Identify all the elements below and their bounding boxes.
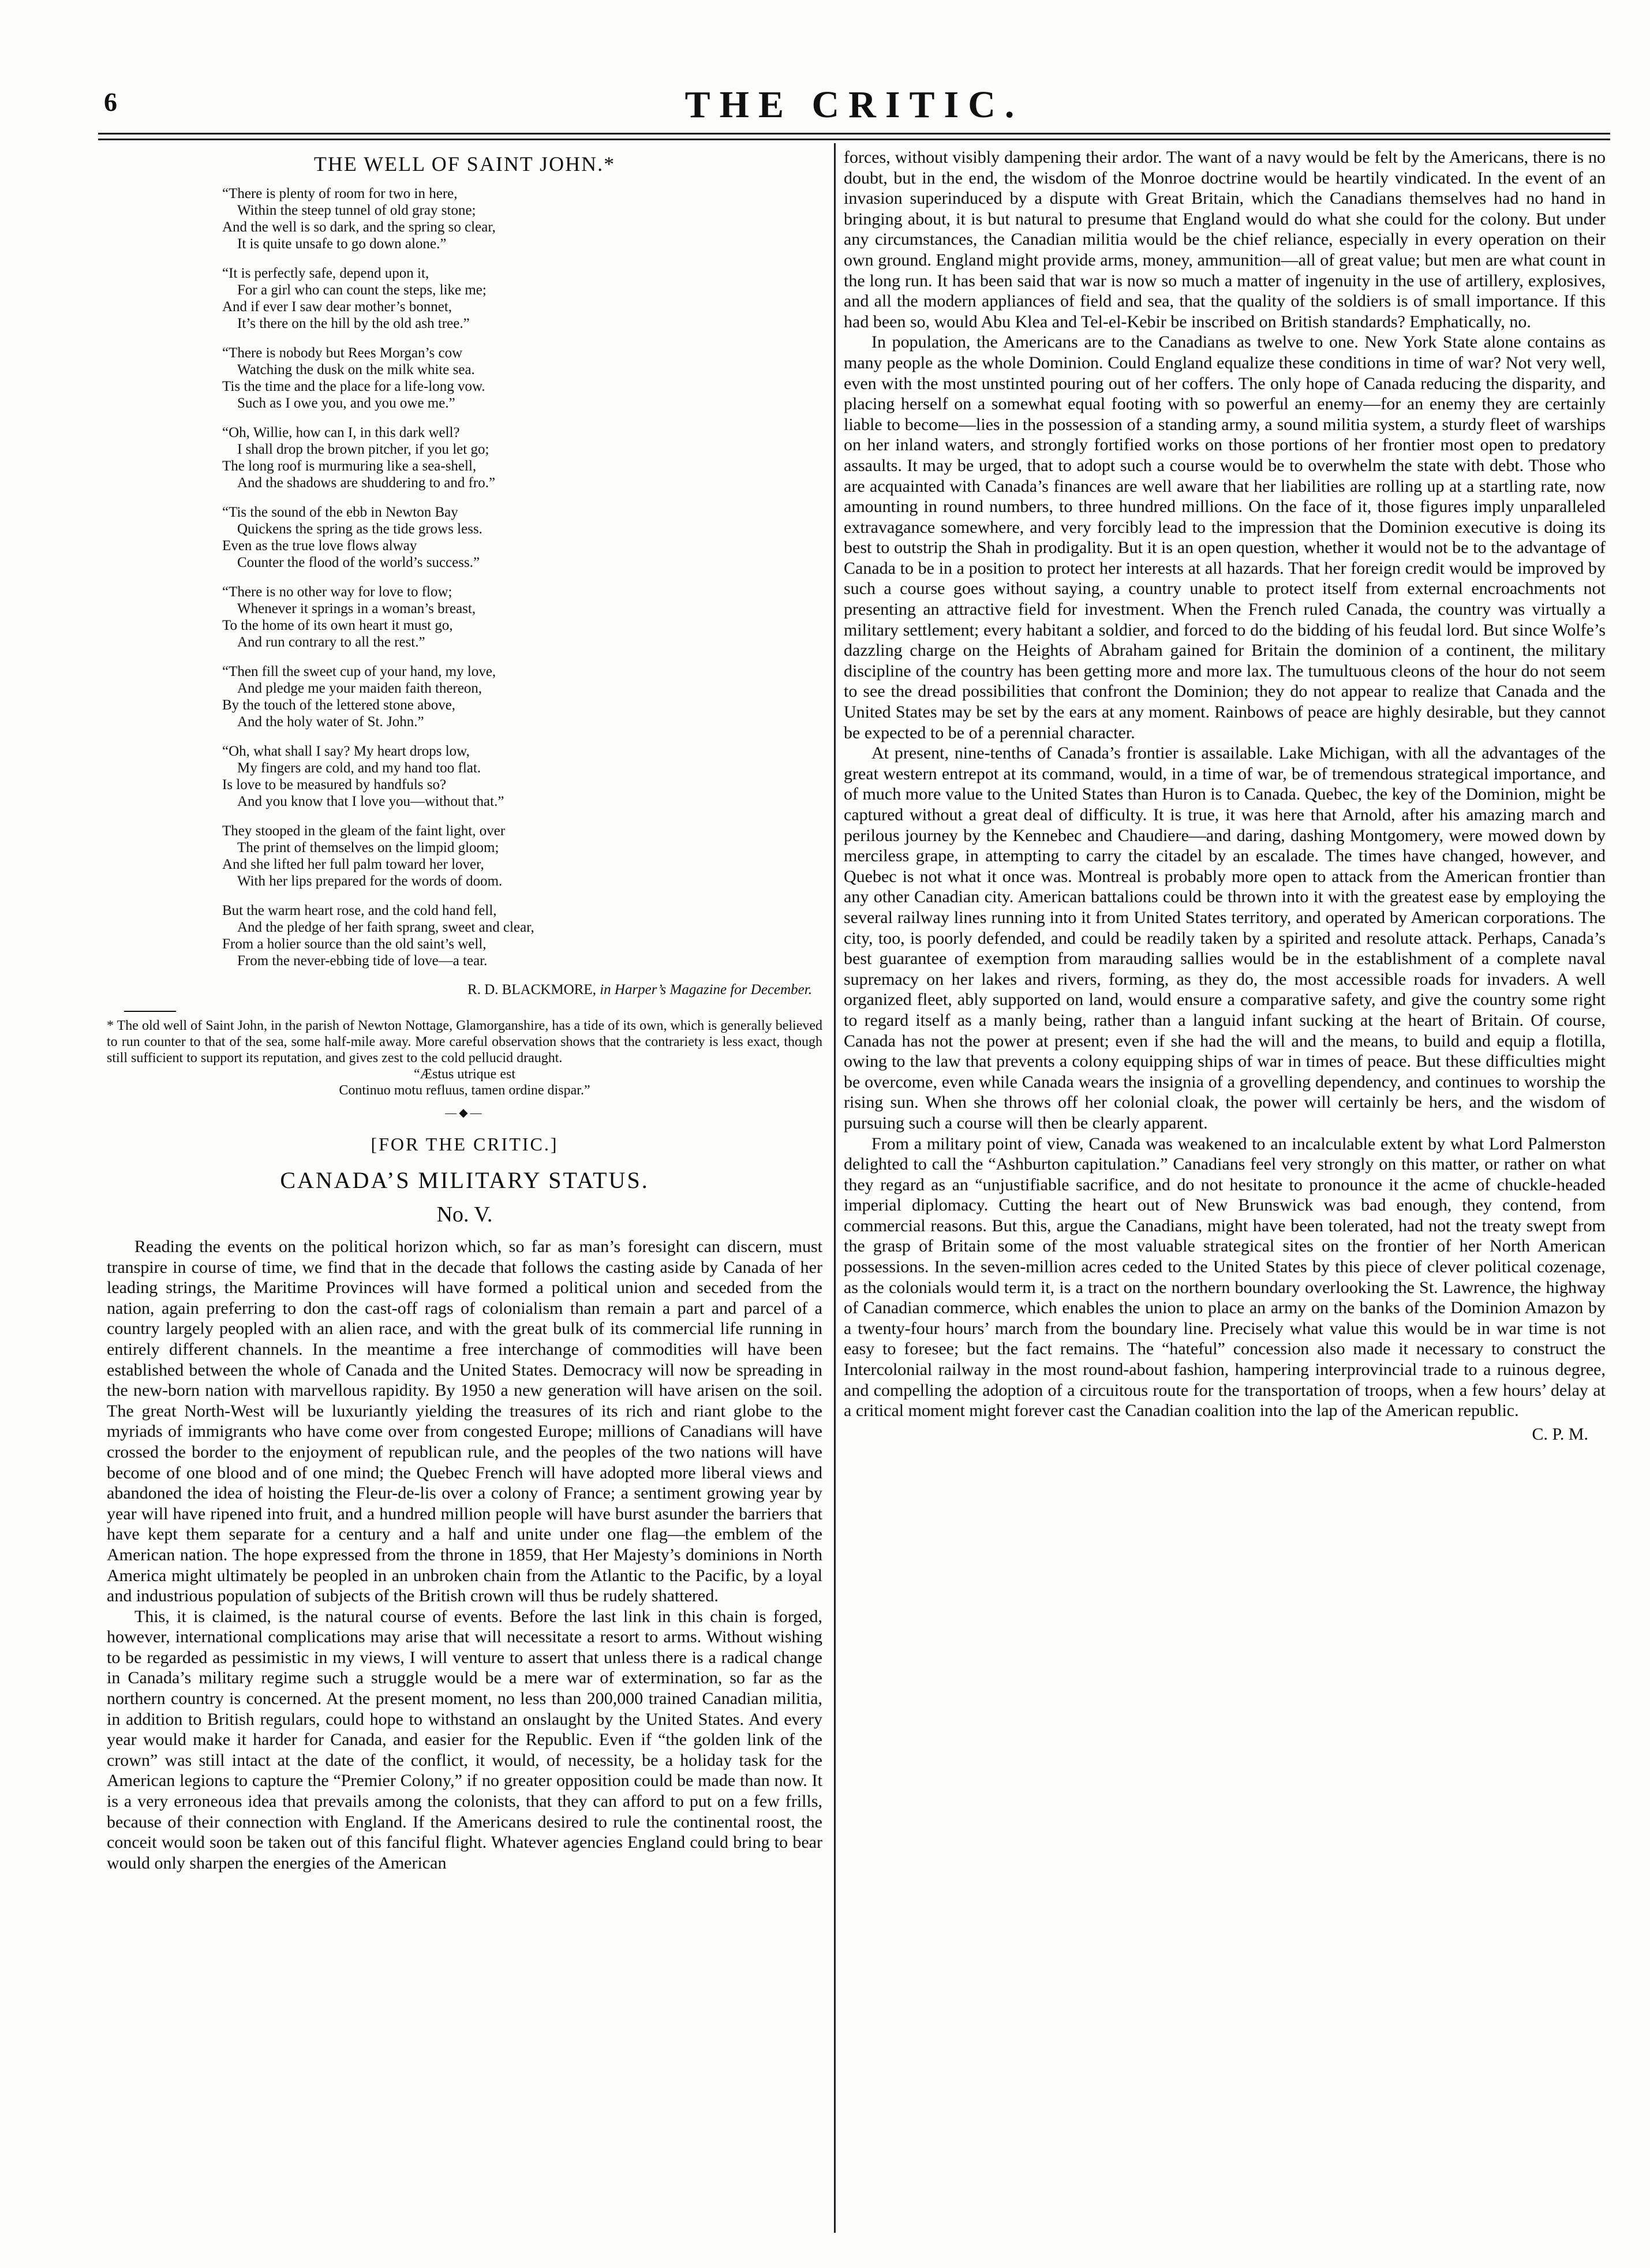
right-column [844, 147, 1606, 2237]
footnote-latin-1: “Æstus utrique est [414, 1067, 515, 1082]
poem-line: From a holier source than the old saint’s well, [222, 936, 487, 952]
poem-line: And the holy water of St. John.” [237, 714, 424, 730]
poem-line: But the warm heart rose, and the cold hand fell, [222, 903, 497, 918]
page-header [98, 84, 1610, 127]
header-rule-bottom [98, 139, 1610, 140]
poem-stanza [107, 424, 822, 491]
poem-line: To the home of its own heart it must go, [222, 618, 453, 633]
poem-line: And the pledge of her faith sprang, sweet and clear, [237, 920, 534, 935]
poem-line: It is quite unsafe to go down alone.” [237, 236, 447, 252]
poem-attribution [107, 982, 812, 998]
poem-line: I shall drop the brown pitcher, if you let go; [237, 442, 489, 457]
poem-stanza [107, 265, 822, 332]
poem-stanza [107, 504, 822, 571]
poem-title: THE WELL OF SAINT JOHN.* [313, 152, 616, 175]
poem-line: “There is nobody but Rees Morgan’s cow [222, 345, 463, 361]
poem-line: From the never-ebbing tide of love—a tear. [237, 953, 488, 969]
poem-line: They stooped in the gleam of the faint light, over [222, 823, 506, 839]
poem-line: And the shadows are shuddering to and fro.” [237, 475, 496, 491]
poem-line: Tis the time and the place for a life-long vow. [222, 379, 485, 394]
poem-line: “Oh, what shall I say? My heart drops low, [222, 743, 470, 759]
article-title: CANADA’S MILITARY STATUS. [280, 1167, 649, 1193]
poem-stanza [107, 345, 822, 412]
article-paragraph: forces, without visibly dampening their ardor. The want of a navy would be felt by the Americans, there is no doubt, but in the end, the wisdom of the Monroe doctrine would be heartily vindicated. In the event of an invasion superinduced by a dispute with Great Britain, which the Canadians themselves had no hand in bringing about, it is but natural to presume that England would do what she could for the colony. But under any circumstances, the Canadian militia would be the chief reliance, especially in every operation on their own ground. England might provide arms, money, ammunition—all of great value; but men are what count in the long run. It has been said that war is now so much a matter of ingenuity in the use of artillery, explosives, and all the modern appliances of field and sea, that the quality of the soldiers is of small importance. If this had been so, would Abu Klea and Tel-el-Kebir be inscribed on British standards? Emphatically, no. [844, 148, 1606, 331]
footnote-text: * The old well of Saint John, in the parish of Newton Nottage, Glamorganshire, has a tide of its own, which is generally believed to run counter to that of the sea, some half-mile away. More careful observation shows that the contrariety is less exact, though still sufficient to support its reputation, and gives zest to the cold pellucid draught. [107, 1018, 822, 1066]
poem-source: in Harper’s Magazine for December. [600, 982, 812, 997]
article-signature: C. P. M. [1532, 1424, 1588, 1444]
poem-line: Watching the dusk on the milk white sea. [237, 362, 475, 378]
poem-line: “Then fill the sweet cup of your hand, my love, [222, 664, 496, 679]
poem-line: Even as the true love flows alway [222, 538, 417, 554]
footnote-latin-2: Continuo motu refluus, tamen ordine dispar.” [339, 1083, 590, 1098]
poem-line: And you know that I love you—without that.” [237, 794, 504, 809]
article-number: No. V. [436, 1202, 493, 1227]
poem-stanza [107, 902, 822, 969]
article-paragraph: From a military point of view, Canada was weakened to an incalculable extent by what Lord Palmerston delighted to call the “Ashburton capitulation.” Canadians feel very strongly on this matter, or rather on what they regard as an “unjustifiable sacrifice, and do not hesitate to pronounce it the acme of chuckle-headed imperial diplomacy. Cutting the heart out of New Brunswick was bad enough, they contend, from commercial reasons. But this, argue the Canadians, might have been tolerated, had not the treaty swept from the grasp of Britain some of the most valuable strategical sites on the frontier of her North American possessions. In the seven-million acres ceded to the United States by this piece of clever political cozenage, as the colonials would term it, is a tract on the northern boundary overlooking the St. Lawrence, the highway of Canadian commerce, which enables the union to place an army on the banks of the Dominion Amazon by a twenty-four hours’ march from the boundary line. Precisely what value this would be in war time is not easy to foresee; but the fact remains. The “hateful” concession also made it necessary to construct the Intercolonial railway in the most round-about fashion, hampering interprovincial trade to a ruinous degree, and compelling the adoption of a circuitous route for the transportation of troops, when a few hours’ delay at a critical moment might forever cast the Canadian coalition into the lap of the American republic. [844, 1134, 1606, 1421]
poem-line: The long roof is murmuring like a sea-shell, [222, 458, 477, 474]
poem-line: And if ever I saw dear mother’s bonnet, [222, 299, 452, 315]
poem-line: Within the steep tunnel of old gray stone; [237, 203, 476, 218]
poem-line: Whenever it springs in a woman’s breast, [237, 601, 476, 616]
poem-author: R. D. BLACKMORE, [467, 982, 596, 997]
poem-line: Quickens the spring as the tide grows less. [237, 521, 482, 537]
poem-line: For a girl who can count the steps, like me; [237, 282, 487, 298]
poem-line: And run contrary to all the rest.” [237, 634, 425, 650]
masthead: THE CRITIC. [684, 84, 1024, 126]
article-paragraph: At present, nine-tenths of Canada’s frontier is assailable. Lake Michigan, with all the advantages of the great western entrepot at its command, would, in a time of war, be of tremendous strategical importance, and of much more value to the United States than Huron is to Canada. Quebec, the key of the Dominion, might be captured without a great deal of difficulty. It is true, it was here that Arnold, after his amazing march and perilous journey by the Kennebec and Chaudiere—and daring, dashing Montgomery, were mowed down by merciless grape, in attempting to carry the citadel by an escalade. The times have changed, however, and Quebec is not what it once was. Montreal is probably more open to attack from the American frontier than any other Canadian city. American battalions could be thrown into it with the greatest ease by employing the several railway lines running into it from United States territory, and operated by American corporations. The city, too, is poorly defended, and could be readily taken by a spirited and resolute attack. Perhaps, Canada’s best guarantee of exemption from marauding sallies would be in the establishment of a complete naval supremacy on her lakes and rivers, forming, as they do, the most accessible roads for invaders. A well organized fleet, ably supported on land, would ensure a comparative safety, and give the country some right to regard itself as a manly being, rather than a languid infant sucking at the heart of Britain. Of course, Canada has not the power at present; even if she had the will and the means, to build and equip a flotilla, owing to the law that prevents a colony equipping ships of war in times of peace. But these difficulties might be overcome, even while Canada wears the insignia of a grovelling dependency, and continues to worship the rising sun. When she throws off her colonial cloak, the power will certainly be hers, and the wisdom of pursuing such a course will then be clearly apparent. [844, 743, 1606, 1133]
footnote [107, 1018, 822, 1098]
poem-line: Counter the flood of the world’s success.” [237, 555, 480, 570]
column-divider [834, 143, 836, 2233]
poem-line: My fingers are cold, and my hand too flat. [237, 760, 481, 776]
poem-stanza [107, 823, 822, 890]
article-kicker: [FOR THE CRITIC.] [371, 1134, 559, 1154]
poem-line: By the touch of the lettered stone above, [222, 697, 456, 713]
article-paragraph: This, it is claimed, is the natural course of events. Before the last link in this chain is forged, however, international complications may arise that will necessitate a resort to arms. Without wishing to be regarded as pessimistic in my views, I will venture to assert that unless there is a radical change in Canada’s military regime such a struggle would be a mere war of extermination, so far as the northern country is concerned. At the present moment, no less than 200,000 trained Canadian militia, in addition to British regulars, could hope to withstand an onslaught by the United States. And every year would make it harder for Canada, and easier for the Republic. Even if “the golden link of the crown” was still intact at the date of the conflict, it would, of necessity, be a holiday task for the American legions to capture the “Premier Colony,” if no greater opposition could be made than now. It is a very erroneous idea that prevails among the colonists, that they can afford to put on a few frills, because of their connection with England. If the Americans desired to rule the continental roost, the conceit would soon be taken out of this fanciful flight. Whatever agencies England could bring to bear would only sharpen the energies of the American [107, 1606, 822, 1873]
poem-stanza [107, 584, 822, 651]
poem-line: With her lips prepared for the words of doom. [237, 873, 503, 889]
footnote-rule [124, 1011, 176, 1012]
poem-line: The print of themselves on the limpid gloom; [237, 840, 499, 855]
section-ornament: —◆— [445, 1107, 484, 1119]
article-paragraph: Reading the events on the political horizon which, so far as man’s foresight can discern, must transpire in course of time, we find that in the decade that follows the casting aside by Canada of her leading strings, the Maritime Provinces will have formed a political union and seceded from the nation, again preferring to don the cast-off rags of colonialism than remain a part and parcel of a country largely peopled with an alien race, and with the great bulk of its commercial life running in entirely different channels. In the meantime a free interchange of commodities will have been established between the whole of Canada and the United States. Democracy will now be spreading in the new-born nation with marvellous rapidity. By 1950 a new generation will have arisen on the soil. The great North-West will be luxuriantly yielding the treasures of its rich and riant globe to the myriads of immigrants who have come over from congested Europe; millions of Canadians will have crossed the border to the enjoyment of republican rule, and the peoples of the two nations will have become of one blood and of one mind; the Quebec French will have adopted more liberal views and abandoned the idea of hoisting the Fleur-de-lis over a colony of France; a sentiment growing year by year will have ripened into fruit, and a hundred million people will have burst asunder the barriers that have kept them separate for a century and a half and unite under one flag—the emblem of the American nation. The hope expressed from the throne in 1859, that Her Majesty’s dominions in North America might ultimately be peopled in an unbroken chain from the Atlantic to the Pacific, by a loyal and industrious population of subjects of the British crown will thus be rudely shattered. [107, 1237, 822, 1606]
left-column [107, 147, 822, 2237]
poem-line: Such as I owe you, and you owe me.” [237, 395, 455, 411]
poem-line: “It is perfectly safe, depend upon it, [222, 266, 429, 281]
poem-line: “There is plenty of room for two in here, [222, 186, 458, 201]
header-rule-top [98, 133, 1610, 134]
poem-line: “There is no other way for love to flow; [222, 584, 452, 600]
poem-line: “Oh, Willie, how can I, in this dark well? [222, 425, 460, 440]
poem-line: It’s there on the hill by the old ash tree.” [237, 316, 470, 331]
poem-line: And the well is so dark, and the spring so clear, [222, 219, 496, 235]
poem-stanza [107, 663, 822, 730]
poem-line: “Tis the sound of the ebb in Newton Bay [222, 505, 458, 520]
article-paragraph: In population, the Americans are to the Canadians as twelve to one. New York State alone contains as many people as the whole Dominion. Could England equalize these conditions in time of war? Not very well, even with the most unstinted pouring out of her coffers. The only hope of Canada reducing the disparity, and placing herself on a somewhat equal footing with so powerful an enemy—for an enemy they are certainly liable to become—lies in the possession of a standing army, a sound militia system, a sturdy fleet of warships on her inland waters, and strongly fortified works on those portions of her frontier most open to predatory assaults. It may be urged, that to adopt such a course would be to overwhelm the state with debt. Those who are acquainted with Canada’s finances are well aware that her liabilities are rolling up at a startling rate, now amounting in round numbers, to three hundred millions. On the face of it, those figures imply unparalleled extravagance somewhere, and very forcibly lead to the impression that the Dominion executive is doing its best to outstrip the Shah in prodigality. But it is an open question, whether it would not be to the advantage of Canada to be in a position to protect her interests at all hazards. That her foreign credit would be improved by such a course goes without saying, a country unable to protect itself from external encroachments not presenting an attractive field for investment. When the French ruled Canada, the country was virtually a military settlement; every habitant a soldier, and forced to do the bidding of his feudal lord. But since Wolfe’s dazzling charge on the Heights of Abraham gained for Britain the dominion of a continent, the military discipline of the country has been getting more and more lax. The tumultuous cleons of the hour do not seem to see the dread possibilities that confront the Dominion; they do not appear to realize that Canada and the United States may be set by the ears at any moment. Rainbows of peace are highly desirable, but they cannot be expected to be of a perennial character. [844, 332, 1606, 742]
poem-line: And pledge me your maiden faith thereon, [237, 681, 482, 696]
page-number: 6 [104, 87, 117, 117]
poem-stanzas [107, 185, 822, 969]
poem-line: And she lifted her full palm toward her lover, [222, 857, 484, 872]
poem-stanza [107, 743, 822, 810]
poem-line: Is love to be measured by handfuls so? [222, 777, 447, 793]
poem-stanza [107, 185, 822, 252]
